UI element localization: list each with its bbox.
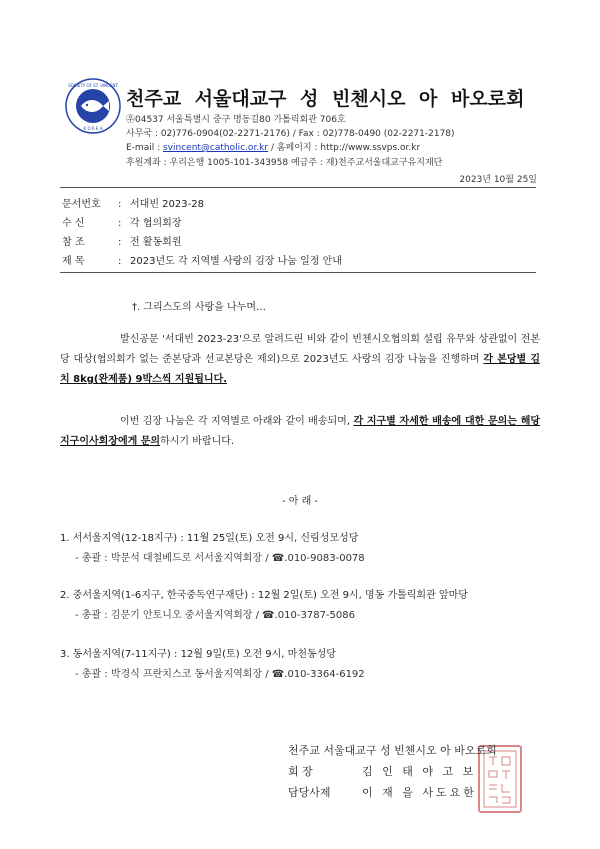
- region-contact: - 총괄 : 박문석 대철베드로 서서울지역회장 / ☎.010-9083-0078: [75, 553, 365, 564]
- header-divider: [60, 187, 536, 188]
- meta-label: 참 조: [62, 237, 85, 248]
- meta-value: 2023년도 각 지역별 사랑의 김장 나눔 일정 안내: [130, 256, 342, 267]
- meta-colon: :: [118, 256, 122, 267]
- paragraph-1-emphasis: 각 본당별 김치 8kg(완제품) 9박스씩 지원됩니다.: [60, 354, 540, 385]
- doc-recipient: [62, 214, 181, 229]
- chaplain-title: 담당사제: [288, 786, 331, 799]
- fish-emblem-icon: [65, 78, 121, 134]
- region-contact: - 총괄 : 김문기 안토니오 중서울지역회장 / ☎.010-3787-5086: [75, 610, 355, 621]
- section-heading: - 아 래 -: [281, 496, 319, 507]
- meta-value: 전 활동회원: [130, 237, 182, 248]
- region-item: 2. 중서울지역(1-6지구, 한국중독연구재단) : 12월 2일(토) 오전 9시, 명동 가톨릭회관 앞마당: [60, 590, 468, 601]
- president-title: 회 장: [288, 765, 313, 778]
- org-title: 천주교 서울대교구 성 빈첸시오 아 바오로회: [126, 88, 525, 110]
- svg-text:SOCIETY OF ST. VINCENT: SOCIETY OF ST. VINCENT: [68, 83, 118, 88]
- meta-colon: :: [118, 199, 122, 210]
- email-label: E-mail :: [126, 143, 163, 153]
- meta-colon: :: [118, 218, 122, 229]
- greeting: †. 그리스도의 사랑을 나누며…: [132, 302, 266, 313]
- svg-text:K O R E A: K O R E A: [83, 126, 103, 131]
- meta-label: 수 신: [62, 218, 85, 229]
- email-link[interactable]: svincent@catholic.or.kr: [162, 143, 269, 153]
- homepage-text: / 홈페이지 : http://www.ssvps.or.kr: [268, 143, 421, 153]
- meta-value: 각 협의회장: [130, 218, 182, 229]
- document-date: 2023년 10월 25일: [459, 175, 537, 185]
- meta-label: 문서번호: [62, 199, 101, 210]
- paragraph-2: [60, 412, 540, 452]
- meta-divider: [60, 272, 536, 273]
- paragraph-2-emphasis: 각 지구별 자세한 배송에 대한 문의는 해당 지구이사회장에게 문의: [60, 416, 541, 447]
- meta-label: 제 목: [62, 256, 85, 267]
- region-item: 1. 서서울지역(12-18지구) : 11월 25일(토) 오전 9시, 신림성모성당: [60, 533, 359, 544]
- doc-reference: [62, 233, 181, 248]
- president-name: 김 인 태 야 고 보: [362, 765, 477, 778]
- meta-colon: :: [118, 237, 122, 248]
- paragraph-1: [60, 330, 540, 390]
- paragraph-1-text: 발신공문 '서대빈 2023-23'으로 알려드린 비와 같이 빈첸시오협의회 설립 유무와 상관없이 전본당 대상(협의회가 없는 준본당과 선교본당은 제외)으로 2023년도 사랑의 김장 나눔을 진행하며: [60, 334, 540, 365]
- paragraph-2-tail: 하시기 바랍니다.: [160, 436, 235, 447]
- signature-president: [288, 763, 476, 779]
- org-logo: [65, 78, 121, 134]
- org-email-homepage: [126, 140, 420, 153]
- region-item: 3. 동서울지역(7-11지구) : 12월 9일(토) 오전 9시, 마천동성당: [60, 649, 336, 660]
- doc-number: [62, 195, 204, 210]
- doc-subject: [62, 252, 342, 267]
- signature-chaplain: [288, 784, 477, 800]
- chaplain-name: 이 재 을 사도요한: [362, 786, 477, 799]
- org-phone-fax: 사무국 : 02)776-0904(02-2271-2176) / Fax : 02)778-0490 (02-2271-2178): [126, 129, 455, 139]
- paragraph-2-text: 이번 김장 나눔은 각 지역별로 아래와 같이 배송되며,: [120, 416, 354, 427]
- meta-value: 서대빈 2023-28: [130, 199, 204, 210]
- region-contact: - 총괄 : 박경식 프란치스코 동서울지역회장 / ☎.010-3364-6192: [75, 669, 365, 680]
- signature-org: 천주교 서울대교구 성 빈첸시오 아 바오로회: [288, 744, 497, 757]
- org-account: 후원계좌 : 우리은행 1005-101-343958 예금주 : 재)천주교서울대교구유지재단: [126, 158, 443, 168]
- org-address: ㉾04537 서울특별시 중구 명동길80 가톨릭회관 706호: [126, 115, 346, 125]
